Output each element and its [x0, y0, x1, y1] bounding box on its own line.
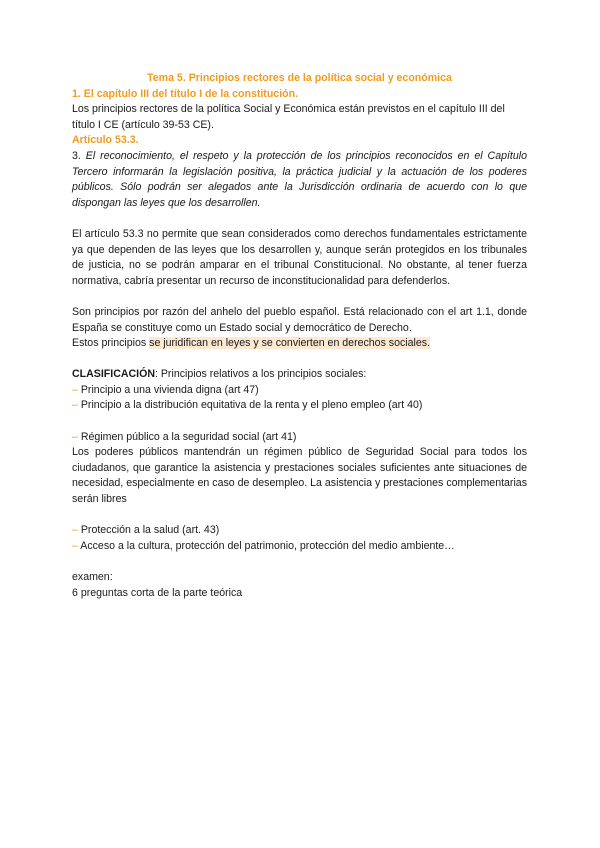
exam-label: examen:	[72, 571, 113, 583]
dash-bullet: –	[72, 524, 78, 537]
highlighted-text: se juridifican en leyes y se convierten en derechos sociales.	[149, 337, 431, 350]
list-item-text: Principio a una vivienda digna (art 47)	[80, 383, 259, 396]
list-item	[72, 430, 527, 446]
dash-bullet: –	[72, 539, 78, 552]
classification-line	[72, 367, 527, 383]
list-item	[72, 398, 527, 414]
classification-label: CLASIFICACIÓN	[72, 368, 155, 381]
dash-bullet: –	[72, 399, 78, 412]
legal-prefix: Estos principios	[72, 337, 150, 350]
exam-text: 6 preguntas corta de la parte teórica	[72, 586, 243, 599]
section-heading: 1. El capítulo III del título I de la constitución.	[72, 87, 299, 100]
explanation-paragraph: El artículo 53.3 no permite que sean considerados como derechos fundamentales estrictamente ya que dependen de las leyes que los desarrollen y, aunque serán protegidos en los tribunales de justicia, no se podrán amparar en el tribunal Constitucional. No obstante, al tener fuerza normativa, cabría presentar un recurso de inconstitucionalidad para defenderlos.	[72, 227, 527, 287]
legal-paragraph	[72, 336, 527, 352]
list-item-text: Principio a la distribución equitativa de la renta y el pleno empleo (art 40)	[80, 399, 423, 412]
list-item	[72, 539, 527, 555]
list-item-text: Acceso a la cultura, protección del patrimonio, protección del medio ambiente…	[80, 539, 455, 552]
list-item-text: Protección a la salud (art. 43)	[80, 524, 220, 537]
list-item	[72, 523, 527, 539]
document-title: Tema 5. Principios rectores de la política social y económica	[147, 72, 452, 84]
list-item-text: Régimen público a la seguridad social (art 41)	[80, 430, 297, 443]
list-item	[72, 383, 527, 399]
article-quote	[72, 149, 527, 211]
origin-paragraph: Son principios por razón del anhelo del pueblo español. Está relacionado con el art 1.1, donde España se constituye como un Estado social y democrático de Derecho.	[72, 305, 527, 334]
article-number: 3.	[72, 149, 86, 162]
security-paragraph: Los poderes públicos mantendrán un régimen público de Seguridad Social para todos los ciudadanos, que garantice la asistencia y prestaciones sociales suficientes ante situaciones de necesidad, especialmente en caso de desempleo. La asistencia y prestaciones complementarias serán libres	[72, 446, 527, 506]
dash-bullet: –	[72, 383, 78, 396]
article-quote-text: El reconocimiento, el respeto y la protección de los principios reconocidos en el Capítulo Tercero informarán la legislación positiva, la práctica judicial y la actuación de los poderes públicos. Sólo podrán ser alegados ante la Jurisdicción ordinaria de acuerdo con lo que dispongan las leyes que los desarrollen.	[72, 149, 528, 209]
intro-paragraph: Los principios rectores de la política Social y Económica están previstos en el capítulo III del título I CE (artículo 39-53 CE).	[72, 103, 505, 131]
dash-bullet: –	[72, 430, 78, 443]
article-heading: Artículo 53.3.	[72, 134, 139, 147]
classification-text: : Principios relativos a los principios sociales:	[154, 368, 367, 381]
document-body	[72, 71, 527, 601]
